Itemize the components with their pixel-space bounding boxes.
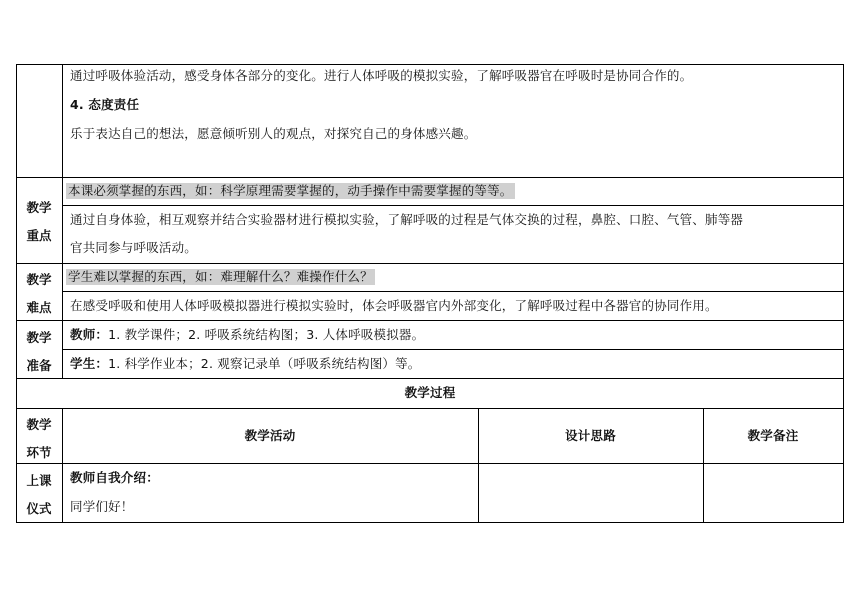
teacher-intro-label: 教师自我介绍：	[70, 470, 159, 485]
row-label: 教学	[26, 200, 52, 215]
key-points-text: 官共同参与呼吸活动。	[70, 240, 198, 255]
goal-heading: 4. 态度责任	[70, 97, 140, 112]
row-border	[16, 263, 844, 264]
goal-text: 乐于表达自己的想法，愿意倾听别人的观点，对探究自己的身体感兴趣。	[70, 126, 477, 141]
column-header-stage: 环节	[26, 445, 52, 460]
greeting-text: 同学们好！	[70, 499, 134, 514]
column-header-design: 设计思路	[565, 428, 616, 443]
teacher-items: 1. 教学课件；2. 呼吸系统结构图；3. 人体呼吸模拟器。	[108, 327, 425, 342]
row-border	[62, 291, 844, 292]
row-border	[16, 522, 844, 523]
key-points-text: 通过自身体验，相互观察并结合实验器材进行模拟实验，了解呼吸的过程是气体交换的过程，鼻腔、口腔、气管、肺等器	[70, 212, 744, 227]
column-header-stage: 教学	[26, 417, 52, 432]
row-border	[16, 463, 844, 464]
teacher-label: 教师：	[70, 327, 109, 342]
teacher-prep	[70, 327, 424, 343]
student-prep	[70, 356, 421, 372]
student-label: 学生：	[70, 356, 109, 371]
row-label: 教学	[26, 330, 52, 345]
row-border	[62, 205, 844, 206]
row-border	[16, 177, 844, 178]
column-header-notes: 教学备注	[747, 428, 799, 443]
notes-column-divider	[703, 408, 704, 523]
row-label: 教学	[26, 272, 52, 287]
process-title: 教学过程	[404, 385, 456, 400]
row-border	[16, 64, 844, 65]
row-label: 上课	[26, 473, 52, 488]
row-border	[16, 378, 844, 379]
column-header-activity: 教学活动	[244, 428, 296, 443]
goal-text: 通过呼吸体验活动，感受身体各部分的变化。进行人体呼吸的模拟实验，了解呼吸器官在呼吸时是协同合作的。	[70, 68, 693, 83]
design-column-divider	[478, 408, 479, 523]
difficulties-text: 在感受呼吸和使用人体呼吸模拟器进行模拟实验时，体会呼吸器官内外部变化，了解呼吸过程中各器官的协同作用。	[70, 298, 718, 313]
row-label: 仪式	[26, 501, 52, 516]
row-label: 难点	[26, 300, 52, 315]
table-edge-right	[843, 64, 844, 523]
hint-text: 学生难以掌握的东西，如：难理解什么？难操作什么？	[68, 269, 373, 284]
label-column-divider	[62, 408, 63, 523]
label-column-divider	[62, 64, 63, 379]
row-border	[16, 320, 844, 321]
student-items: 1. 科学作业本；2. 观察记录单（呼吸系统结构图）等。	[108, 356, 421, 371]
row-label: 重点	[26, 228, 52, 243]
row-border	[16, 408, 844, 409]
row-border	[62, 349, 844, 350]
hint-text: 本课必须掌握的东西，如：科学原理需要掌握的，动手操作中需要掌握的等等。	[68, 183, 513, 198]
row-label: 准备	[26, 358, 52, 373]
